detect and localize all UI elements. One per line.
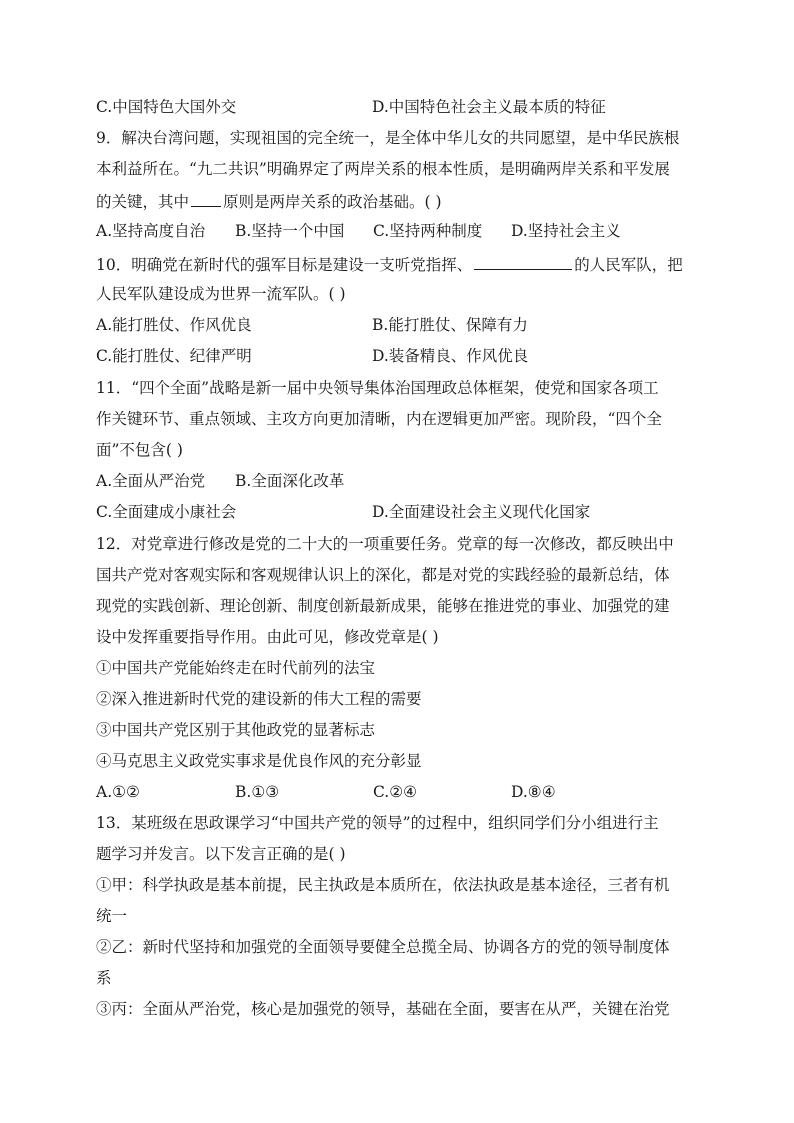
q10-answer-blank — [474, 253, 572, 270]
q9-stem-pre-blank: 的关键，其中 — [96, 193, 190, 211]
q12-option-a[interactable]: A.①② — [96, 783, 140, 801]
q12-option-d[interactable]: D.⑧④ — [511, 783, 556, 801]
q10-option-c[interactable]: C.能打胜仗、纪律严明 — [96, 347, 252, 365]
q9-option-d[interactable]: D.坚持社会主义 — [511, 222, 621, 240]
q12-options-row — [96, 782, 700, 802]
q9-stem-post-blank: 原则是两岸关系的政治基础。( ) — [223, 193, 442, 211]
q11-stem-line-2: 作关键环节、重点领域、主攻方向更加清晰，内在逻辑更加严密。现阶段，“四个全 — [96, 410, 662, 428]
q9-stem-line-1: 9．解决台湾问题，实现祖国的完全统一，是全体中华儿女的共同愿望，是中华民族根 — [96, 129, 680, 147]
q8-options-row — [96, 97, 700, 117]
q12-statement-4: ④马克思主义政党实事求是优良作风的充分彰显 — [96, 752, 422, 770]
q12-stem-line-3: 现党的实践创新、理论创新、制度创新最新成果，能够在推进党的事业、加强党的建 — [96, 597, 670, 615]
q12-statement-1: ①中国共产党能始终走在时代前列的法宝 — [96, 659, 376, 677]
q9-option-c[interactable]: C.坚持两种制度 — [373, 222, 483, 240]
q10-stem-post-blank: 的人民军队，把 — [574, 256, 683, 274]
q9-stem-line-2: 本利益所在。“九二共识”明确界定了两岸关系的根本性质，是明确两岸关系和平发展 — [96, 160, 670, 178]
q10-stem-line-2: 人民军队建设成为世界一流军队。( ) — [96, 285, 346, 303]
q10-stem-pre-blank: 10．明确党在新时代的强军目标是建设一支听党指挥、 — [96, 256, 473, 274]
q13-statement-2-line-1: ②乙：新时代坚持和加强党的全面领导要健全总揽全局、协调各方的党的领导制度体 — [96, 938, 670, 956]
q9-options-row — [96, 221, 700, 241]
q11-option-b[interactable]: B.全面深化改革 — [235, 472, 345, 490]
q10-option-a[interactable]: A.能打胜仗、作风优良 — [96, 316, 252, 334]
q11-option-d[interactable]: D.全面建设社会主义现代化国家 — [372, 503, 591, 521]
q9-option-b[interactable]: B.坚持一个中国 — [235, 222, 345, 240]
q13-statement-3-line-1: ③丙：全面从严治党，核心是加强党的领导，基础在全面，要害在从严，关键在治党 — [96, 1000, 670, 1018]
q10-options-row-2 — [96, 346, 700, 366]
q9-option-a[interactable]: A.坚持高度自治 — [96, 222, 206, 240]
q11-option-a[interactable]: A.全面从严治党 — [96, 472, 206, 490]
q12-stem-line-1: 12．对党章进行修改是党的二十大的一项重要任务。党章的每一次修改，都反映出中 — [96, 535, 674, 553]
q8-option-c[interactable]: C.中国特色大国外交 — [96, 98, 237, 116]
q11-option-c[interactable]: C.全面建成小康社会 — [96, 503, 237, 521]
q13-stem-line-2: 题学习并发言。以下发言正确的是( ) — [96, 845, 346, 863]
q9-stem-line-3 — [96, 190, 700, 210]
q13-statement-1-line-2: 统一 — [96, 907, 128, 925]
q10-stem-line-1 — [96, 253, 700, 273]
q13-statement-2-line-2: 系 — [96, 969, 112, 987]
q9-answer-blank — [191, 190, 221, 207]
q10-options-row-1 — [96, 315, 700, 335]
q12-option-b[interactable]: B.①③ — [235, 783, 280, 801]
q13-stem-line-1: 13．某班级在思政课学习“中国共产党的领导”的过程中，组织同学们分小组进行主 — [96, 814, 659, 832]
q11-options-row-2 — [96, 502, 700, 522]
q12-stem-line-2: 国共产党对客观实际和客观规律认识上的深化，都是对党的实践经验的最新总结，体 — [96, 566, 670, 584]
q8-option-d[interactable]: D.中国特色社会主义最本质的特征 — [372, 98, 606, 116]
q12-option-c[interactable]: C.②④ — [373, 783, 418, 801]
q12-statement-3: ③中国共产党区别于其他政党的显著标志 — [96, 721, 376, 739]
q12-stem-line-4: 设中发挥重要指导作用。由此可见，修改党章是( ) — [96, 628, 439, 646]
q13-statement-1-line-1: ①甲：科学执政是基本前提，民主执政是本质所在，依法执政是基本途径，三者有机 — [96, 876, 670, 894]
q10-option-d[interactable]: D.装备精良、作风优良 — [372, 347, 529, 365]
q11-stem-line-1: 11．“四个全面”战略是新一届中央领导集体治国理政总体框架，使党和国家各项工 — [96, 379, 659, 397]
q11-stem-line-3: 面”不包含( ) — [96, 441, 183, 459]
q10-option-b[interactable]: B.能打胜仗、保障有力 — [372, 316, 528, 334]
q11-options-row-1 — [96, 471, 700, 491]
q12-statement-2: ②深入推进新时代党的建设新的伟大工程的需要 — [96, 690, 422, 708]
